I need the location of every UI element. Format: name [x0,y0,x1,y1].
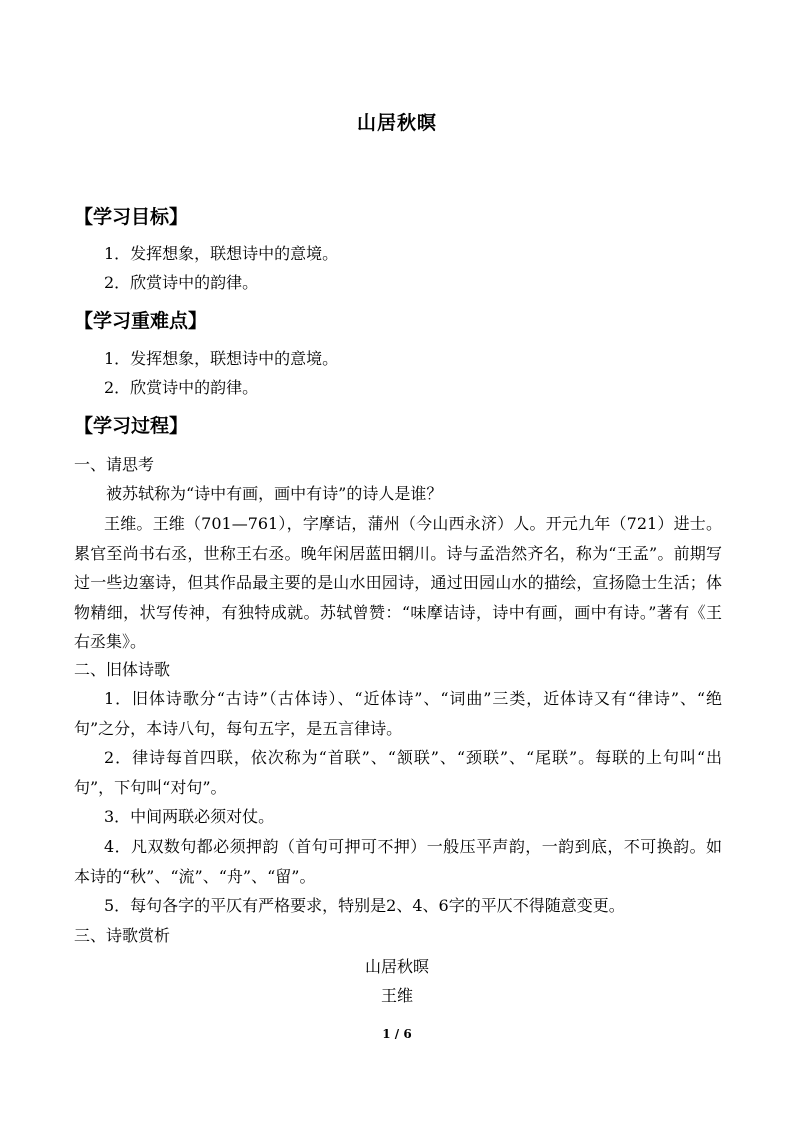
rule-item: 4．凡双数句都必须押韵（首句可押可不押）一般压平声韵，一韵到底，不可换韵。如本诗的“秋”、“流”、“舟”、“留”。 [74,837,722,886]
key-point-item: 2．欣赏诗中的韵律。 [104,378,259,397]
section-label: 二、旧体诗歌 [74,660,171,679]
poem-author: 王维 [380,986,413,1005]
process-heading: 【学习过程】 [74,415,189,437]
key-points-heading: 【学习重难点】 [74,310,208,332]
answer-paragraph: 王维。王维（701—761），字摩诘，蒲州（今山西永济）人。开元九年（721）进士。累官至尚书右丞，世称王右丞。晚年闲居蓝田辋川。诗与孟浩然齐名，称为“王孟”。前期写过一些边塞诗，但其作品最主要的是山水田园诗，通过田园山水的描绘，宣扬隐士生活；体物精细，状写传神，有独特成就。苏轼曾赞：“味摩诘诗，诗中有画，画中有诗。”著有《王右丞集》。 [74,514,722,651]
objective-item: 2．欣赏诗中的韵律。 [104,273,259,292]
rule-item: 5．每句各字的平仄有严格要求，特别是2、4、6字的平仄不得随意变更。 [104,896,625,915]
section-label: 一、请思考 [74,455,155,474]
objective-item: 1．发挥想象，联想诗中的意境。 [104,244,339,263]
section-label: 三、诗歌赏析 [74,926,171,945]
rule-item: 3．中间两联必须对仗。 [104,807,275,826]
objectives-heading: 【学习目标】 [74,206,189,228]
key-point-item: 1．发挥想象，联想诗中的意境。 [104,349,339,368]
poem-title: 山居秋暝 [364,957,429,976]
rule-item: 2．律诗每首四联，依次称为“首联”、“颔联”、“颈联”、“尾联”。每联的上句叫“出句”，下句叫“对句”。 [74,748,722,797]
page-title: 山居秋暝 [356,112,437,134]
rule-item: 1．旧体诗歌分“古诗”（古体诗）、“近体诗”、“词曲”三类，近体诗又有“律诗”、“绝句”之分，本诗八句，每句五字，是五言律诗。 [74,689,722,738]
question-text: 被苏轼称为“诗中有画，画中有诗”的诗人是谁？ [106,484,443,503]
page-number: 1 / 6 [382,1027,412,1041]
